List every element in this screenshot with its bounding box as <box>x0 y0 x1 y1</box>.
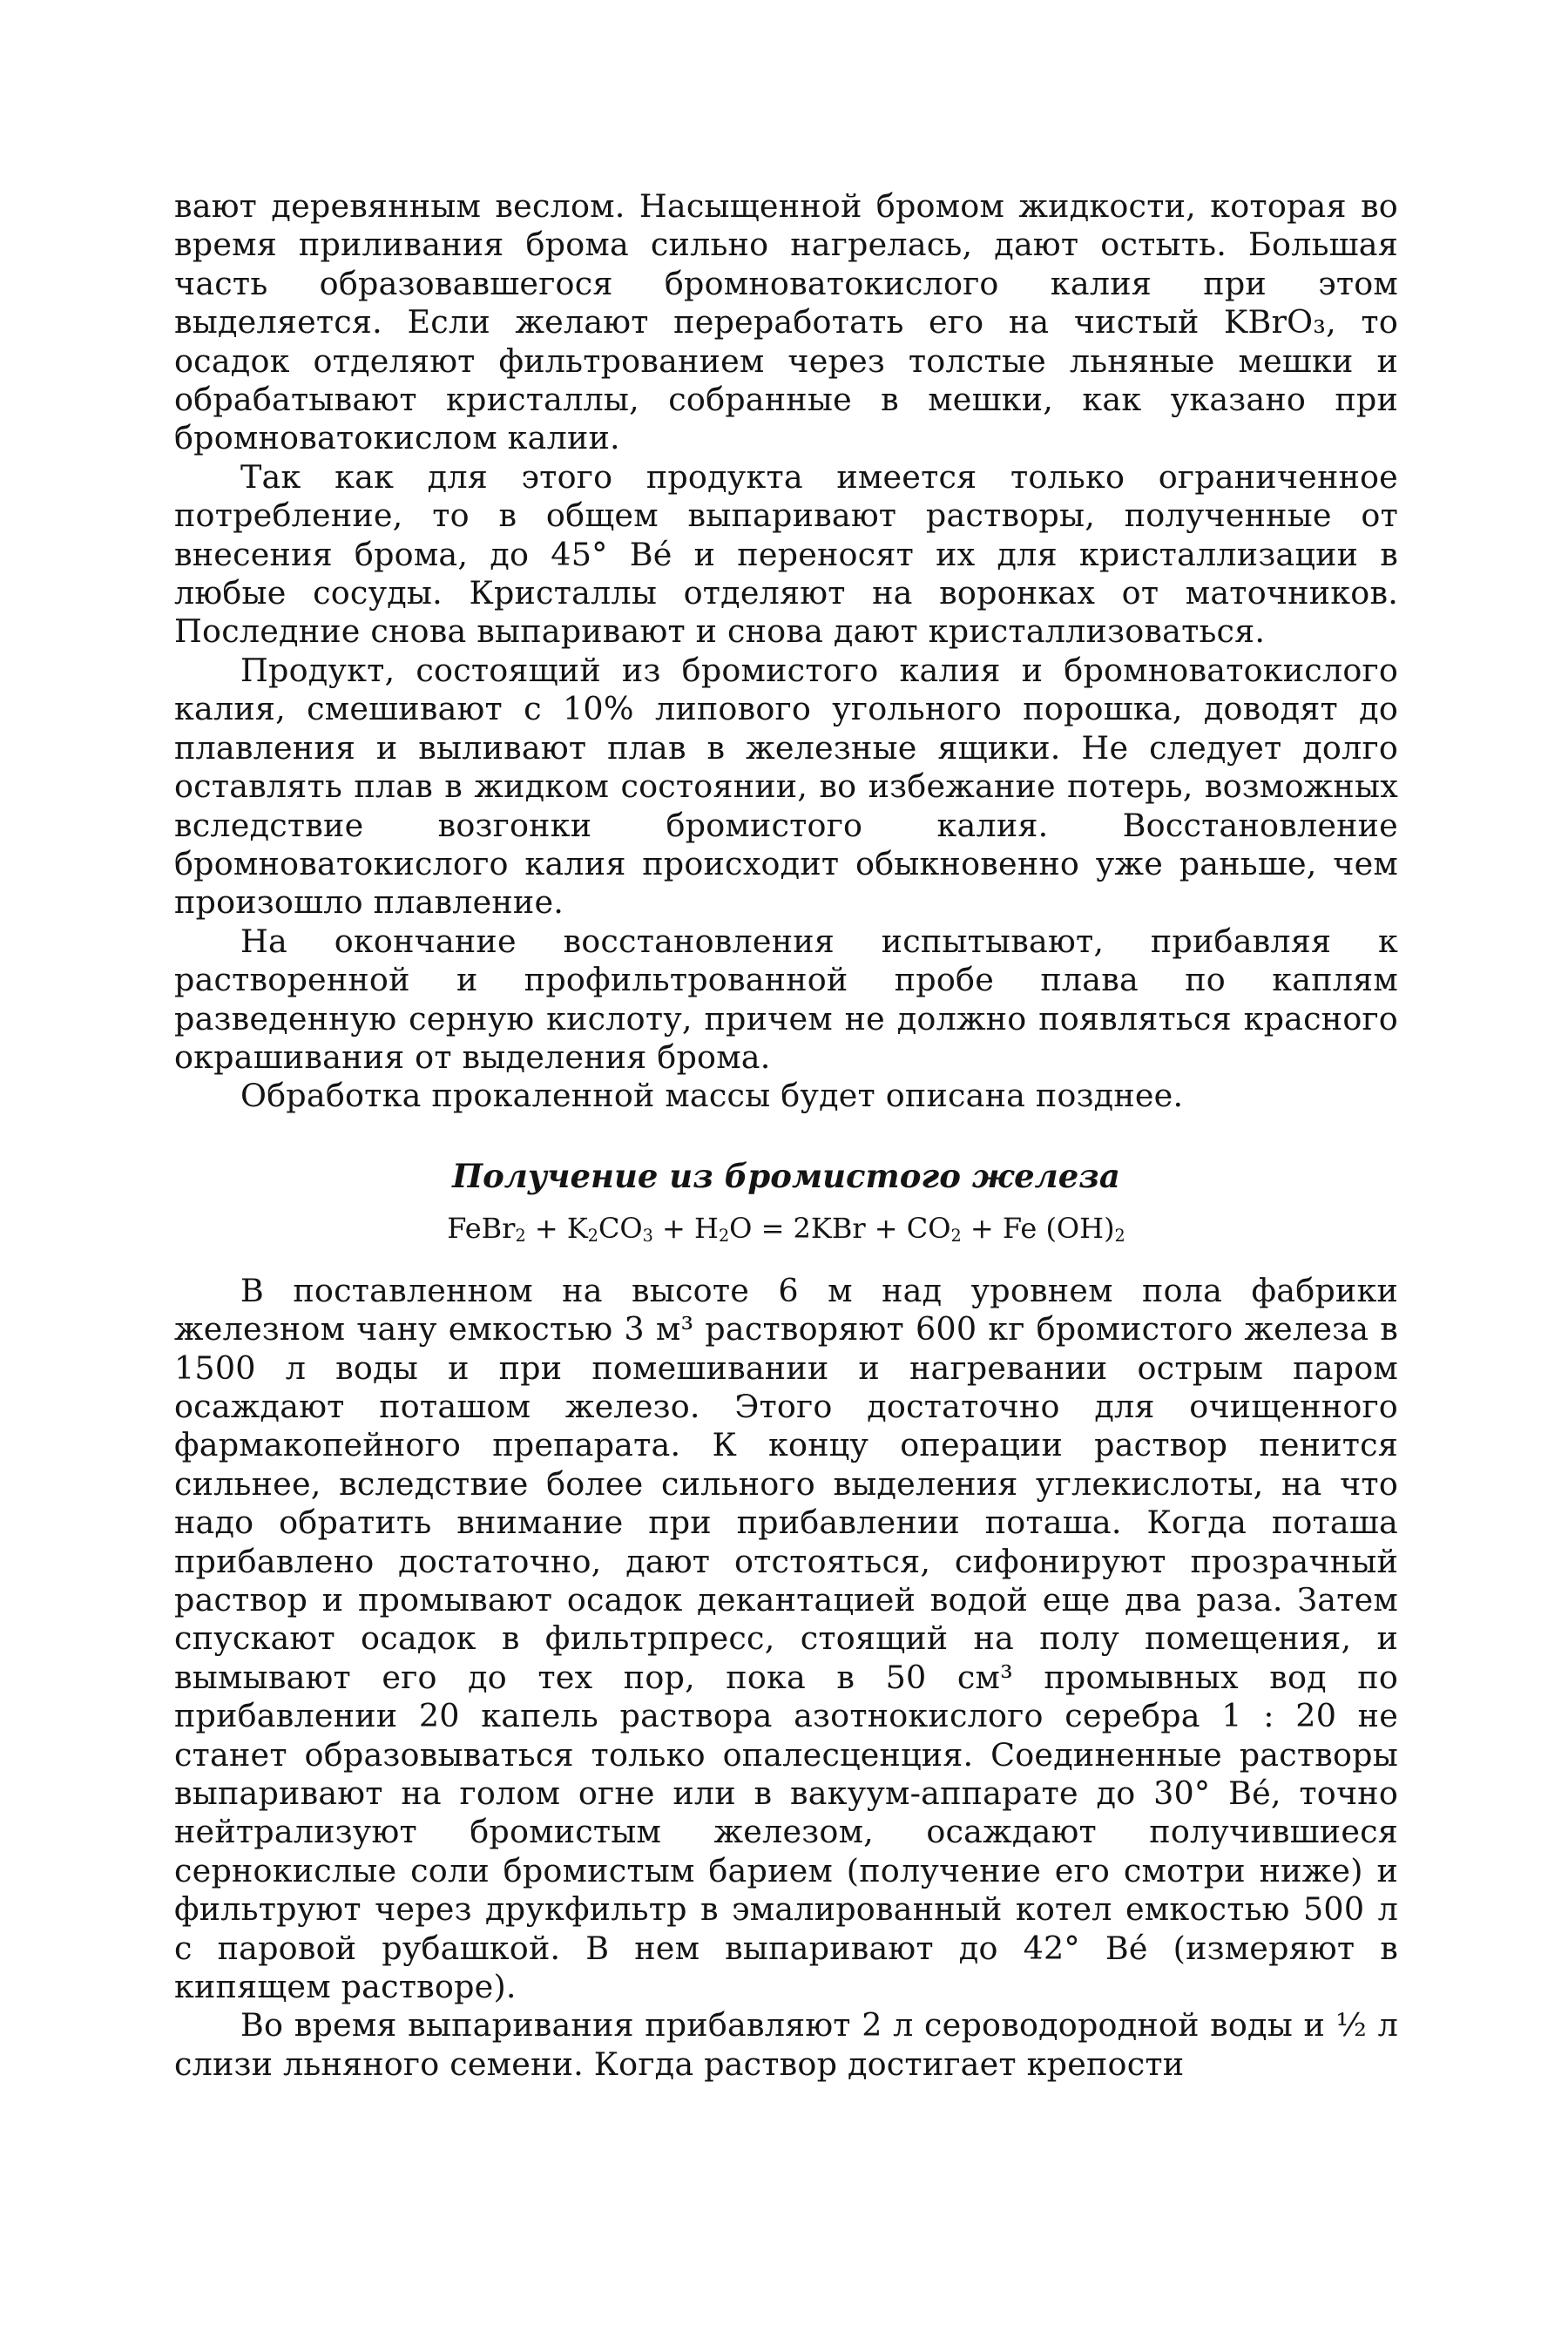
formula-operator: + <box>525 1211 567 1245</box>
formula-operator: = <box>752 1211 794 1245</box>
formula-subscript: 2 <box>587 1225 598 1246</box>
formula-subscript: 2 <box>950 1225 962 1246</box>
formula-subscript: 3 <box>642 1225 653 1246</box>
formula-term: O <box>729 1211 753 1245</box>
chemical-equation <box>174 1211 1398 1246</box>
paragraph-2: Так как для этого продукта имеется только ограниченное потребление, то в общем выпаривают растворы, полученные от внесения брома, до 45° Bé и переносят их для кристаллизации в любые сосуды. Кристаллы отделяют на воронках от маточников. Последние снова выпаривают и снова дают кристаллизоваться. <box>174 457 1398 651</box>
book-page <box>174 187 1398 2084</box>
section-title: Получение из бромистого железа <box>452 1156 1120 1195</box>
formula-subscript: 2 <box>718 1225 730 1246</box>
formula-subscript: 2 <box>515 1225 526 1246</box>
paragraph-7: Во время выпаривания прибавляют 2 л сероводородной воды и ½ л слизи льняного семени. Когда раствор достигает крепости <box>174 2006 1398 2083</box>
formula-operator: + <box>865 1211 907 1245</box>
paragraph-1: вают деревянным веслом. Насыщенной бромом жидкости, которая во время приливания брома сильно нагрелась, дают остыть. Большая часть образовавшегося бромноватокислого калия при этом выделяется. Если желают переработать его на чистый KBrO₃, то осадок отделяют фильтрованием через толстые льняные мешки и обрабатывают кристаллы, собранные в мешки, как указано при бромноватокислом калии. <box>174 187 1398 457</box>
formula-term: K <box>566 1211 588 1245</box>
paragraph-3: Продукт, состоящий из бромистого калия и бромноватокислого калия, смешивают с 10% липового угольного порошка, доводят до плавления и выливают плав в железные ящики. Не следует долго оставлять плав в жидком состоянии, во избежание потерь, возможных вследствие возгонки бромистого калия. Восстановление бромноватокислого калия происходит обыкновенно уже раньше, чем произошло плавление. <box>174 651 1398 922</box>
formula-term: FeBr <box>447 1211 516 1245</box>
paragraph-6: В поставленном на высоте 6 м над уровнем пола фабрики железном чану емкостью 3 м³ растворяют 600 кг бромистого железа в 1500 л воды и при помешивании и нагревании острым паром осаждают поташом железо. Этого достаточно для очищенного фармакопейного препарата. К концу операции раствор пенится сильнее, вследствие более сильного выделения углекислоты, на что надо обратить внимание при прибавлении поташа. Когда поташа прибавлено достаточно, дают отстояться, сифонируют прозрачный раствор и промывают осадок декантацией водой еще два раза. Затем спускают осадок в фильтрпресс, стоящий на полу помещения, и вымывают его до тех пор, пока в 50 см³ промывных вод по прибавлении 20 капель раствора азотнокислого серебра 1 : 20 не станет образовываться только опалесценция. Соединенные растворы выпаривают на голом огне или в вакуум-аппарате до 30° Bé, точно нейтрализуют бромистым железом, осаждают получившиеся сернокислые соли бромистым барием (получение его смотри ниже) и фильтруют через друкфильтр в эмалированный котел емкостью 500 л с паровой рубашкой. В нем выпаривают до 42° Bé (измеряют в кипящем растворе). <box>174 1271 1398 2006</box>
paragraph-5: Обработка прокаленной массы будет описана позднее. <box>240 1077 1184 1115</box>
formula-subscript: 2 <box>1114 1225 1125 1246</box>
formula-term: 2KBr <box>793 1211 866 1245</box>
formula-operator: + <box>961 1211 1003 1245</box>
formula-term: Fe (OH) <box>1002 1211 1115 1245</box>
formula-term: CO <box>906 1211 951 1245</box>
formula-term: H <box>694 1211 719 1245</box>
formula-operator: + <box>652 1211 695 1245</box>
formula-term: CO <box>598 1211 643 1245</box>
paragraph-4: На окончание восстановления испытывают, прибавляя к растворенной и профильтрованной пробе плава по каплям разведенную серную кислоту, причем не должно появляться красного окрашивания от выделения брома. <box>174 922 1398 1076</box>
